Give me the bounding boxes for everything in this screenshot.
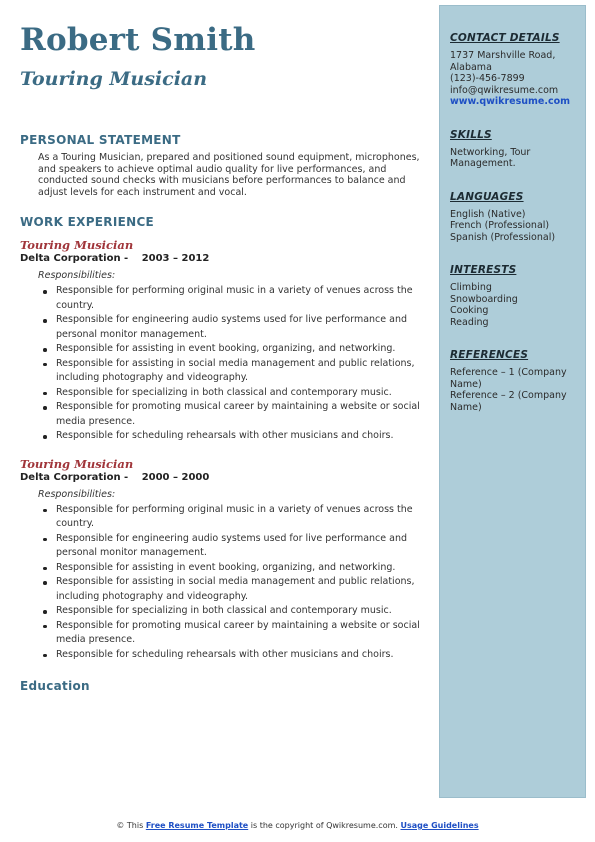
job-company: Delta Corporation - [20,471,129,483]
reference-item: Reference – 2 (Company Name) [450,390,567,413]
duty-item: Responsible for specializing in both classical and contemporary music. [56,386,420,401]
duty-item: Responsible for promoting musical career by maintaining a website or social media presence. [56,619,420,648]
duties-list [20,284,420,444]
job-dates: 2000 – 2000 [141,471,210,483]
duty-item: Responsible for assisting in social media management and public relations, including photography and videography. [56,357,420,386]
job-entry [20,238,420,444]
duty-item: Responsible for performing original music in a variety of venues across the country. [56,284,420,313]
personal-statement-text: As a Touring Musician, prepared and positioned sound equipment, microphones, and speakers to achieve optimal audio quality for live performances, and conducted sound checks with musicians before performances to balance and adjust levels for each instrument and vocal. [38,152,420,198]
job-title: Touring Musician [20,238,134,252]
duty-item: Responsible for promoting musical career by maintaining a website or social media presence. [56,400,420,429]
address-line: 1737 Marshville Road, [450,50,556,61]
language-item: English (Native) [450,208,526,220]
skills-heading: SKILLS [450,128,492,141]
work-experience-heading: WORK EXPERIENCE [20,215,155,229]
main-column [20,133,420,693]
duties-list [20,503,420,663]
references-heading: REFERENCES [450,349,529,361]
interest-item: Reading [450,316,489,328]
duty-item: Responsible for performing original music in a variety of venues across the country. [56,503,420,532]
phone-number: (123)-456-7899 [450,73,525,84]
interests-heading: INTERESTS [450,264,517,276]
duty-item: Responsible for engineering audio systems used for live performance and personal monitor management. [56,532,420,561]
languages-section [450,191,585,244]
job-entry [20,457,420,663]
skills-text: Networking, Tour Management. [450,146,531,169]
reference-item: Reference – 1 (Company Name) [450,367,567,390]
footer-copyright-text: is the copyright of Qwikresume.com. [250,821,398,830]
language-item: French (Professional) [450,220,550,231]
responsibilities-label: Responsibilities: [38,488,116,500]
references-section [450,349,585,413]
sidebar [439,5,586,798]
duty-item: Responsible for assisting in event booking, organizing, and networking. [56,561,420,576]
responsibilities-label: Responsibilities: [38,270,116,281]
footer-prefix: © This [116,821,144,830]
usage-guidelines-link[interactable]: Usage Guidelines [400,821,479,830]
job-company-line [20,472,420,483]
duty-item: Responsible for assisting in event booking, organizing, and networking. [56,342,420,357]
personal-statement-heading: PERSONAL STATEMENT [20,133,181,147]
duty-item: Responsible for scheduling rehearsals with other musicians and choirs. [56,648,420,663]
job-company: Delta Corporation - [20,253,129,264]
copyright-footer [0,821,595,830]
contact-heading: CONTACT DETAILS [450,32,560,44]
skills-section [450,129,585,170]
interest-item: Climbing [450,282,492,293]
contact-section [450,32,585,108]
language-item: Spanish (Professional) [450,231,556,243]
duty-item: Responsible for scheduling rehearsals with other musicians and choirs. [56,429,420,444]
job-dates: 2003 – 2012 [141,253,210,264]
email-address[interactable]: info@qwikresume.com [450,84,559,96]
address-line: Alabama [450,61,492,73]
duty-item: Responsible for assisting in social media management and public relations, including photography and videography. [56,575,420,604]
website-link[interactable]: www.qwikresume.com [450,96,571,107]
candidate-role: Touring Musician [20,68,208,90]
interests-section [450,264,585,328]
languages-heading: LANGUAGES [450,190,524,203]
interest-item: Snowboarding [450,293,518,305]
duty-item: Responsible for engineering audio systems used for live performance and personal monitor management. [56,313,420,342]
interest-item: Cooking [450,305,489,316]
education-heading: Education [20,679,90,693]
candidate-name: Robert Smith [20,22,256,58]
free-resume-template-link[interactable]: Free Resume Template [145,821,249,830]
job-title: Touring Musician [20,456,134,471]
job-company-line [20,253,420,264]
duty-item: Responsible for specializing in both classical and contemporary music. [56,604,420,619]
